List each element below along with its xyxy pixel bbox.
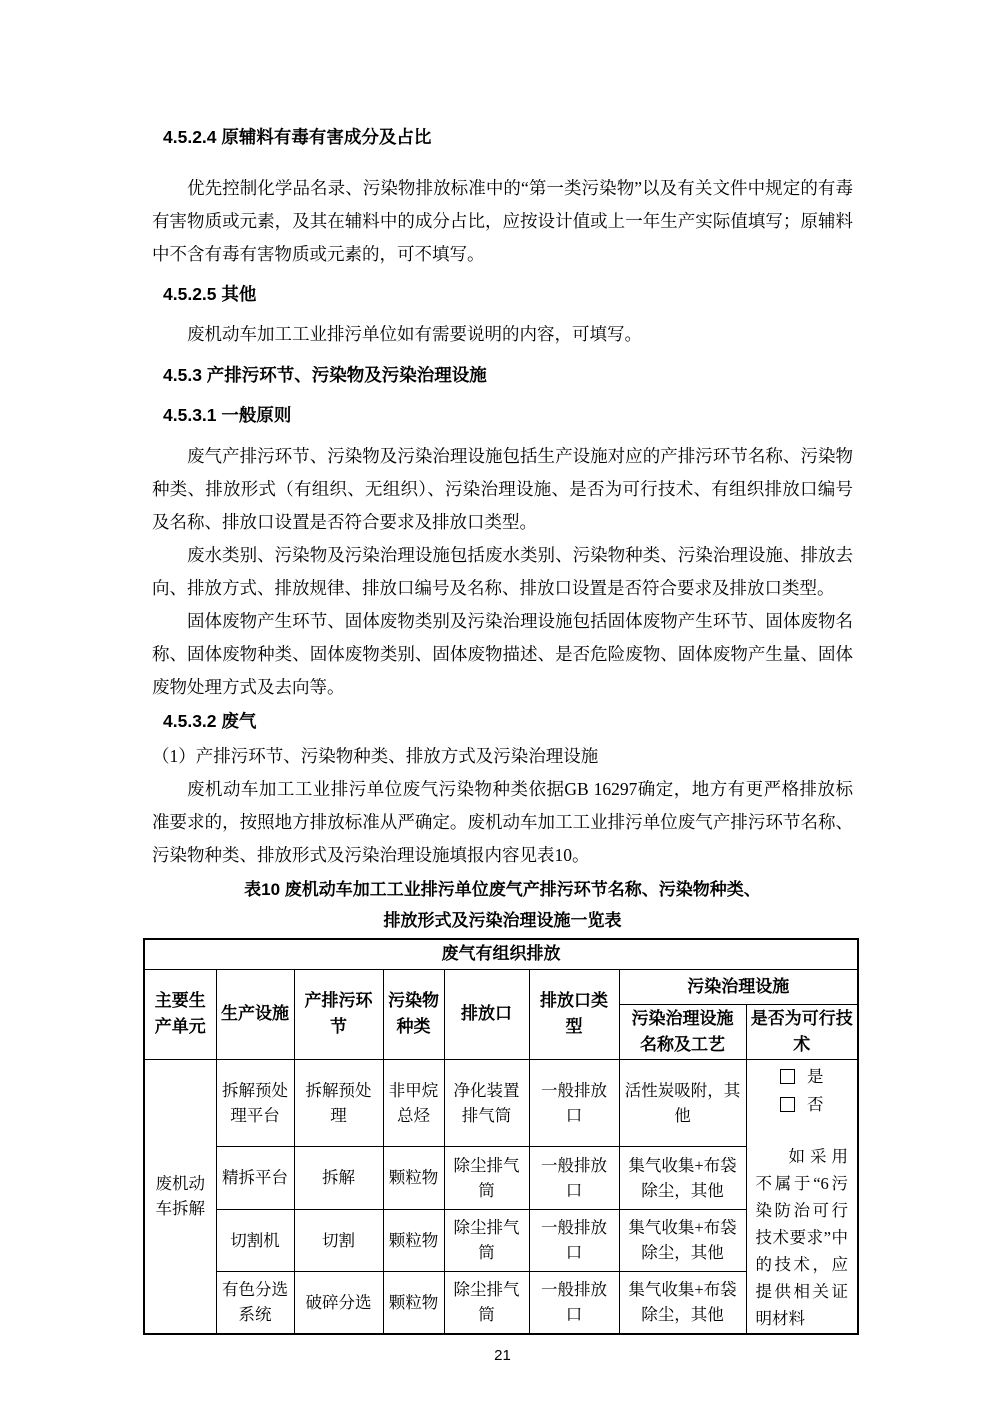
cell-outlet-type: 一般排放口 xyxy=(529,1209,619,1271)
col-header-facility: 生产设施 xyxy=(216,969,294,1059)
paragraph-raw-materials: 优先控制化学品名录、污染物排放标准中的“第一类污染物”以及有关文件中规定的有毒有害物质或元素，及其在辅料中的成分占比，应按设计值或上一年生产实际值填写；原辅料中不含有毒有害物质或元素的，可不填写。 xyxy=(152,178,853,264)
group-header-treatment: 污染治理设施 xyxy=(619,969,858,1004)
paragraph-waste-gas-principle: 废气产排污环节、污染物及污染治理设施包括生产设施对应的产排污环节名称、污染物种类、排放形式（有组织、无组织）、污染治理设施、是否为可行技术、有组织排放口编号及名称、排放口设置是否符合要求及排放口类型。 xyxy=(152,446,853,532)
cell-pollutant: 非甲烷总烃 xyxy=(383,1059,444,1146)
cell-outlet: 净化装置排气筒 xyxy=(444,1059,529,1146)
page-number: 21 xyxy=(494,1346,511,1364)
cell-process: 破碎分选 xyxy=(294,1271,383,1333)
paragraph-waste-water-principle: 废水类别、污染物及污染治理设施包括废水类别、污染物种类、污染治理设施、排放去向、排放方式、排放规律、排放口编号及名称、排放口设置是否符合要求及排放口类型。 xyxy=(152,545,853,598)
checkbox-no-icon[interactable] xyxy=(780,1097,795,1112)
checkbox-yes-label: 是 xyxy=(807,1066,824,1086)
cell-facility: 切割机 xyxy=(216,1209,294,1271)
col-header-outlet-type: 排放口类型 xyxy=(529,969,619,1059)
checkbox-no-label: 否 xyxy=(807,1094,824,1114)
heading-453: 4.5.3 产排污环节、污染物及污染治理设施 xyxy=(163,365,487,385)
feasible-note: 如采用不属于“6污染防治可行技术要求”中的技术，应提供相关证明材料 xyxy=(755,1146,848,1328)
table-span-header: 废气有组织排放 xyxy=(144,939,858,969)
table-caption-line1: 表10 废机动车加工工业排污单位废气产排污环节名称、污染物种类、 xyxy=(244,880,761,899)
checkbox-yes-icon[interactable] xyxy=(780,1069,795,1084)
cell-pollutant: 颗粒物 xyxy=(383,1209,444,1271)
heading-4524: 4.5.2.4 原辅料有毒有害成分及占比 xyxy=(163,127,432,147)
cell-outlet-type: 一般排放口 xyxy=(529,1146,619,1209)
cell-feasible-tech xyxy=(746,1059,858,1334)
table-10-waste-gas xyxy=(143,938,859,1335)
heading-4525: 4.5.2.5 其他 xyxy=(163,284,257,304)
cell-pollutant: 颗粒物 xyxy=(383,1146,444,1209)
cell-treatment: 集气收集+布袋除尘，其他 xyxy=(619,1146,746,1209)
feasible-no-option xyxy=(751,1092,854,1117)
heading-4532: 4.5.3.2 废气 xyxy=(163,711,257,731)
paragraph-gb-standard: 废机动车加工工业排污单位废气污染物种类依据GB 16297确定，地方有更严格排放标准要求的，按照地方排放标准从严确定。废机动车加工工业排污单位废气产排污环节名称、污染物种类、排放形式及污染治理设施填报内容见表10。 xyxy=(152,779,853,865)
table-row xyxy=(144,1059,858,1146)
cell-outlet-type: 一般排放口 xyxy=(529,1059,619,1146)
col-header-outlet: 排放口 xyxy=(444,969,529,1059)
cell-process: 切割 xyxy=(294,1209,383,1271)
feasible-yes-option xyxy=(751,1064,854,1089)
cell-treatment: 集气收集+布袋除尘，其他 xyxy=(619,1209,746,1271)
cell-process: 拆解预处理 xyxy=(294,1059,383,1146)
paragraph-solid-waste-principle: 固体废物产生环节、固体废物类别及污染治理设施包括固体废物产生环节、固体废物名称、固体废物种类、固体废物类别、固体废物描述、是否危险废物、固体废物产生量、固体废物处理方式及去向等。 xyxy=(152,611,853,697)
paragraph-other: 废机动车加工工业排污单位如有需要说明的内容，可填写。 xyxy=(187,324,642,344)
sub-header-treatment-name: 污染治理设施名称及工艺 xyxy=(619,1004,746,1059)
col-header-unit: 主要生产单元 xyxy=(144,969,216,1059)
sub-header-feasible-tech: 是否为可行技术 xyxy=(746,1004,858,1059)
cell-facility: 拆解预处理平台 xyxy=(216,1059,294,1146)
table-caption-line2: 排放形式及污染治理设施一览表 xyxy=(383,911,622,930)
cell-outlet-type: 一般排放口 xyxy=(529,1271,619,1333)
col-header-pollutant: 污染物种类 xyxy=(383,969,444,1059)
heading-4531: 4.5.3.1 一般原则 xyxy=(163,405,292,425)
cell-pollutant: 颗粒物 xyxy=(383,1271,444,1333)
cell-outlet: 除尘排气筒 xyxy=(444,1146,529,1209)
cell-facility: 有色分选系统 xyxy=(216,1271,294,1333)
cell-treatment: 集气收集+布袋除尘，其他 xyxy=(619,1271,746,1333)
paragraph-item-1: （1）产排污环节、污染物种类、排放方式及污染治理设施 xyxy=(152,746,599,766)
col-header-process: 产排污环节 xyxy=(294,969,383,1059)
cell-treatment: 活性炭吸附，其他 xyxy=(619,1059,746,1146)
cell-outlet: 除尘排气筒 xyxy=(444,1271,529,1333)
cell-unit: 废机动车拆解 xyxy=(144,1059,216,1334)
cell-outlet: 除尘排气筒 xyxy=(444,1209,529,1271)
cell-facility: 精拆平台 xyxy=(216,1146,294,1209)
cell-process: 拆解 xyxy=(294,1146,383,1209)
